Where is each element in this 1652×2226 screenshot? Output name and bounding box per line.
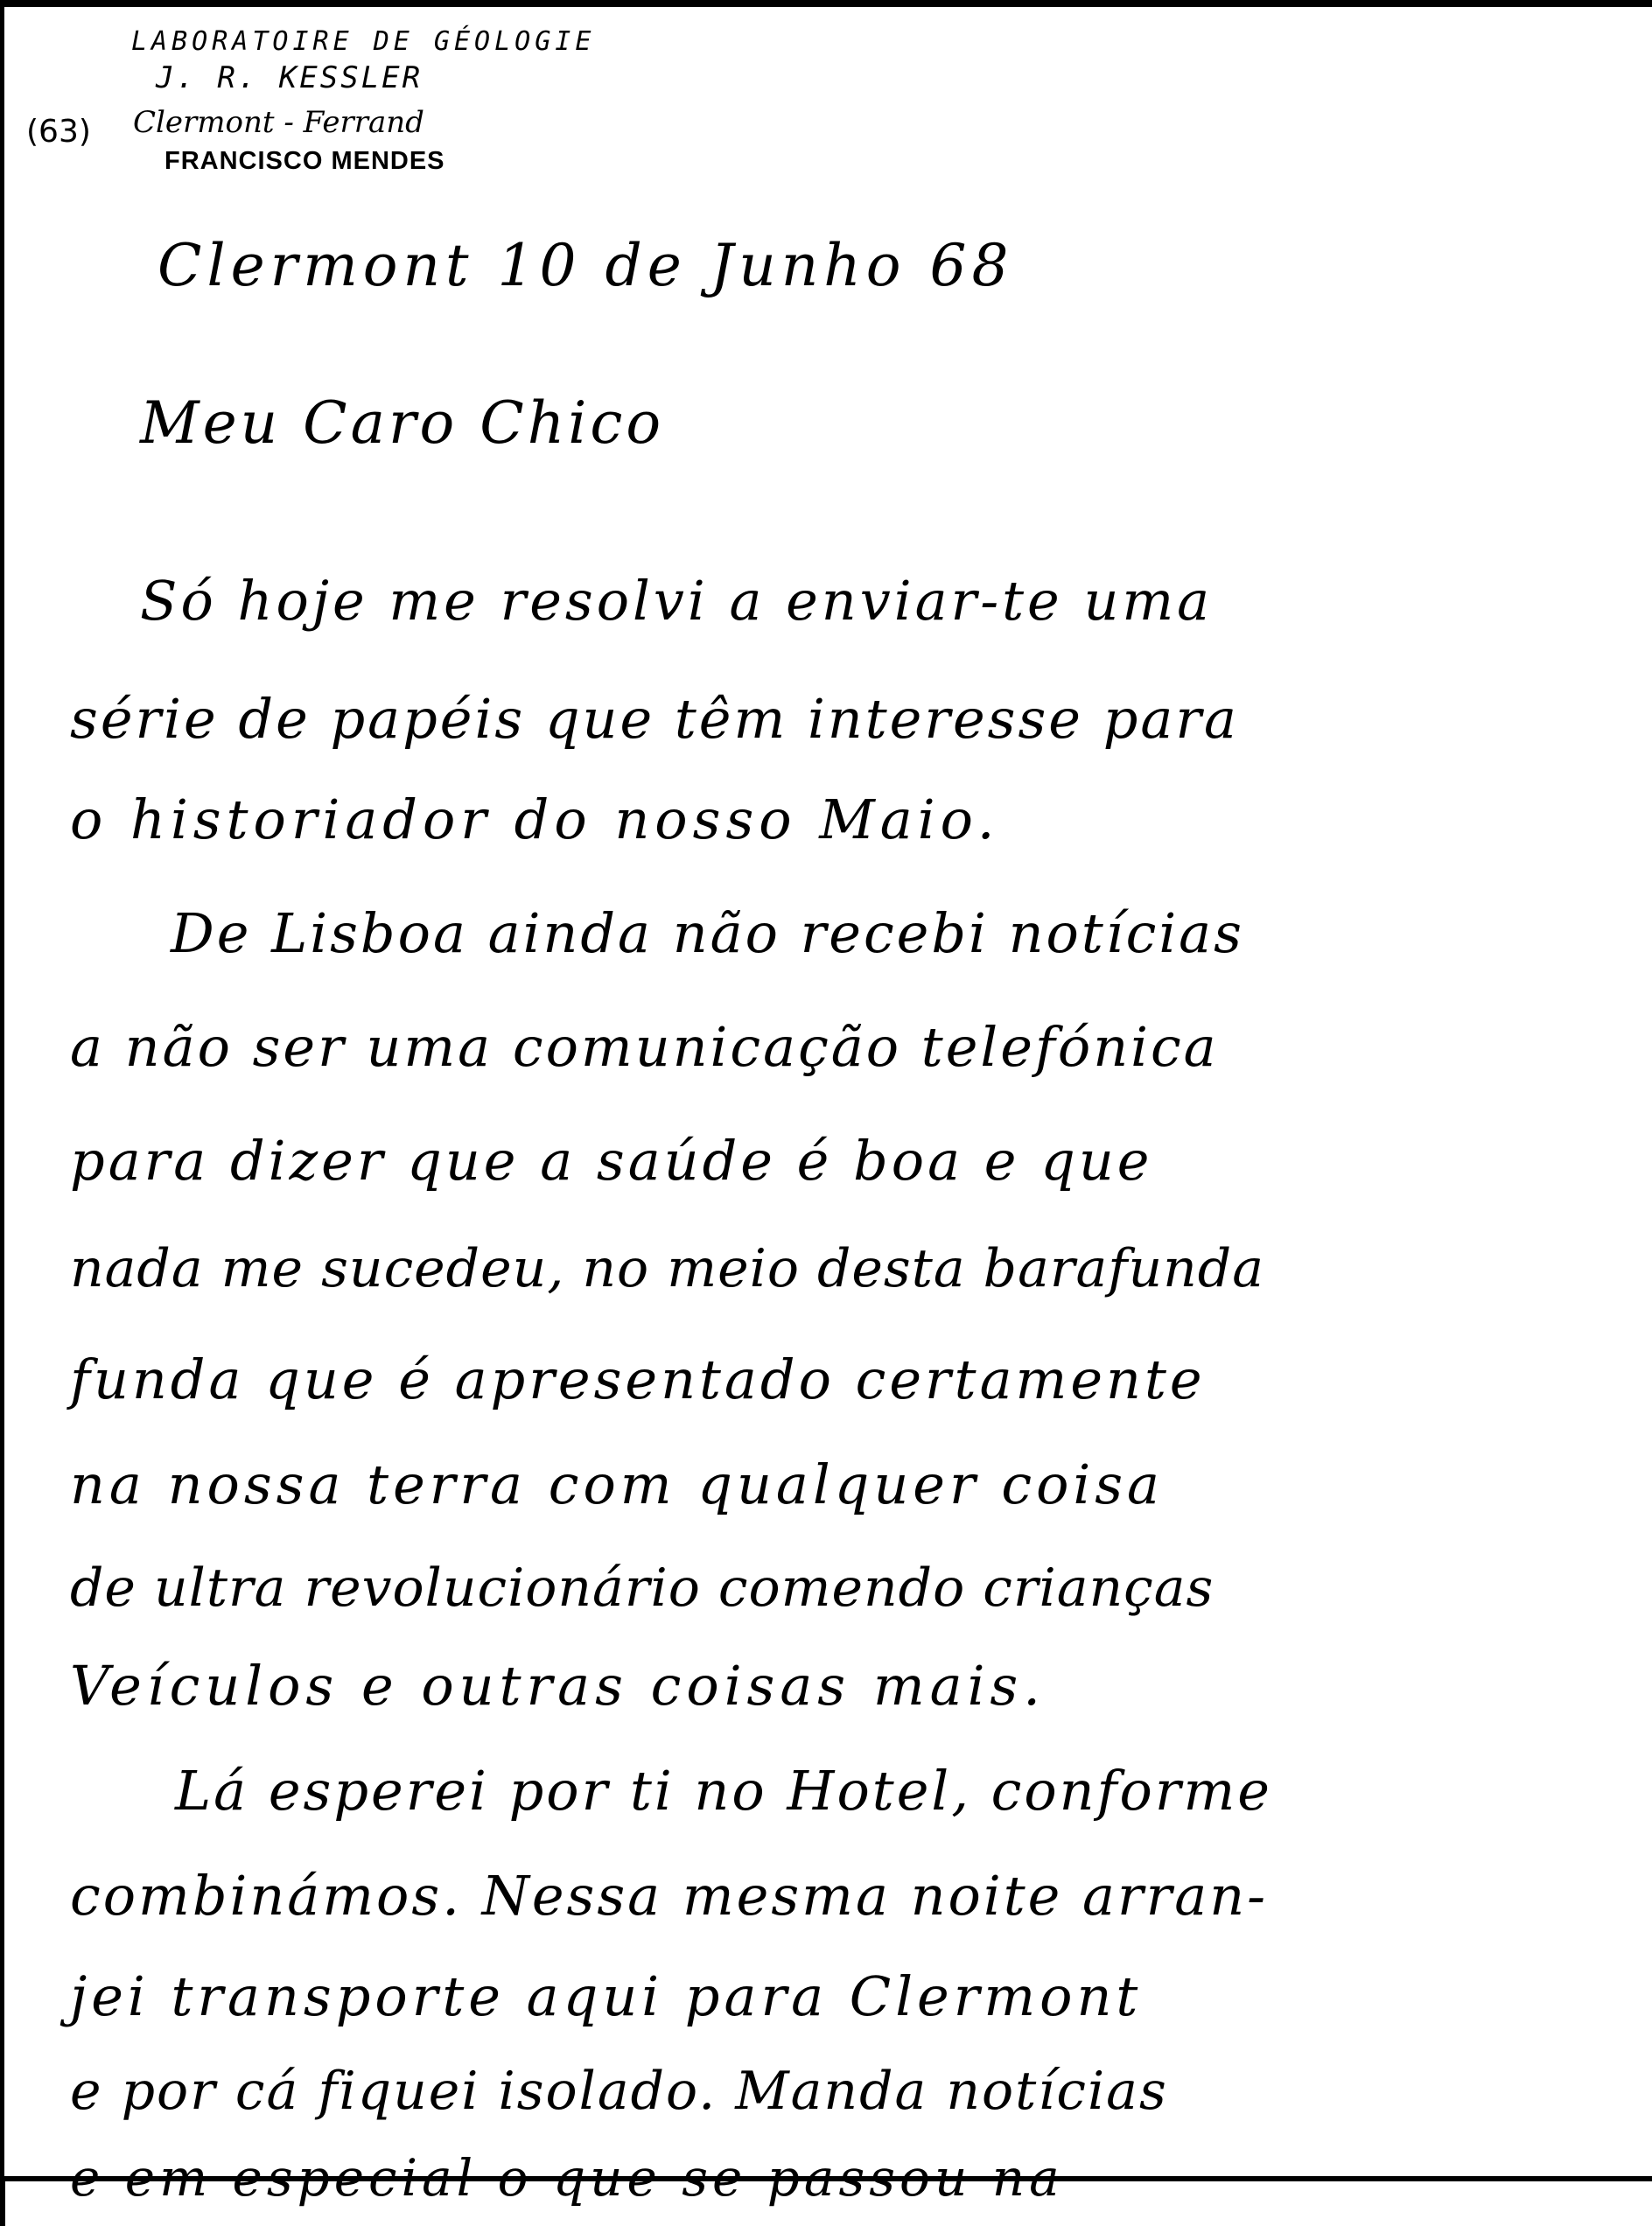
letter-line: na nossa terra com qualquer coisa	[70, 1452, 1164, 1516]
professor-name: J. R. KESSLER	[156, 60, 424, 95]
reference-number: (63)	[26, 114, 91, 150]
letter-line: de ultra revolucionário comendo crianças	[70, 1558, 1214, 1619]
letter-salutation: Meu Caro Chico	[140, 389, 665, 457]
city-name: Clermont - Ferrand	[133, 105, 424, 140]
letter-line: a não ser uma comunicação telefónica	[70, 1015, 1219, 1079]
letter-line: o historiador do nosso Maio.	[70, 788, 1000, 851]
letter-line: nada me sucedeu, no meio desta barafunda	[70, 1238, 1264, 1299]
letter-line: combinámos. Nessa mesma noite arran-	[70, 1864, 1269, 1928]
letter-date: Clermont 10 de Junho 68	[158, 232, 1014, 299]
letter-line: De Lisboa ainda não recebi notícias	[171, 901, 1244, 965]
letter-line: série de papéis que têm interesse para	[70, 687, 1239, 751]
printed-name: FRANCISCO MENDES	[164, 147, 445, 175]
letter-line: e em especial o que se passou na	[70, 2148, 1064, 2208]
letterhead	[131, 26, 595, 95]
scan-edge-left	[0, 0, 4, 2226]
letter-line: e por cá fiquei isolado. Manda notícias	[70, 2061, 1168, 2122]
letter-line: jei transporte aqui para Clermont	[70, 1964, 1143, 2028]
scan-edge-top	[0, 0, 1652, 7]
letter-line: funda que é apresentado certamente	[70, 1348, 1206, 1411]
scan-edge-corner	[0, 2176, 5, 2226]
laboratory-name: LABORATOIRE DE GÉOLOGIE	[131, 26, 596, 57]
letter-line: para dizer que a saúde é boa e que	[70, 1129, 1153, 1193]
letter-line: Só hoje me resolvi a enviar-te uma	[140, 569, 1214, 633]
letter-line: Veículos e outras coisas mais.	[70, 1654, 1046, 1718]
letter-line: Lá esperei por ti no Hotel, conforme	[175, 1759, 1273, 1823]
